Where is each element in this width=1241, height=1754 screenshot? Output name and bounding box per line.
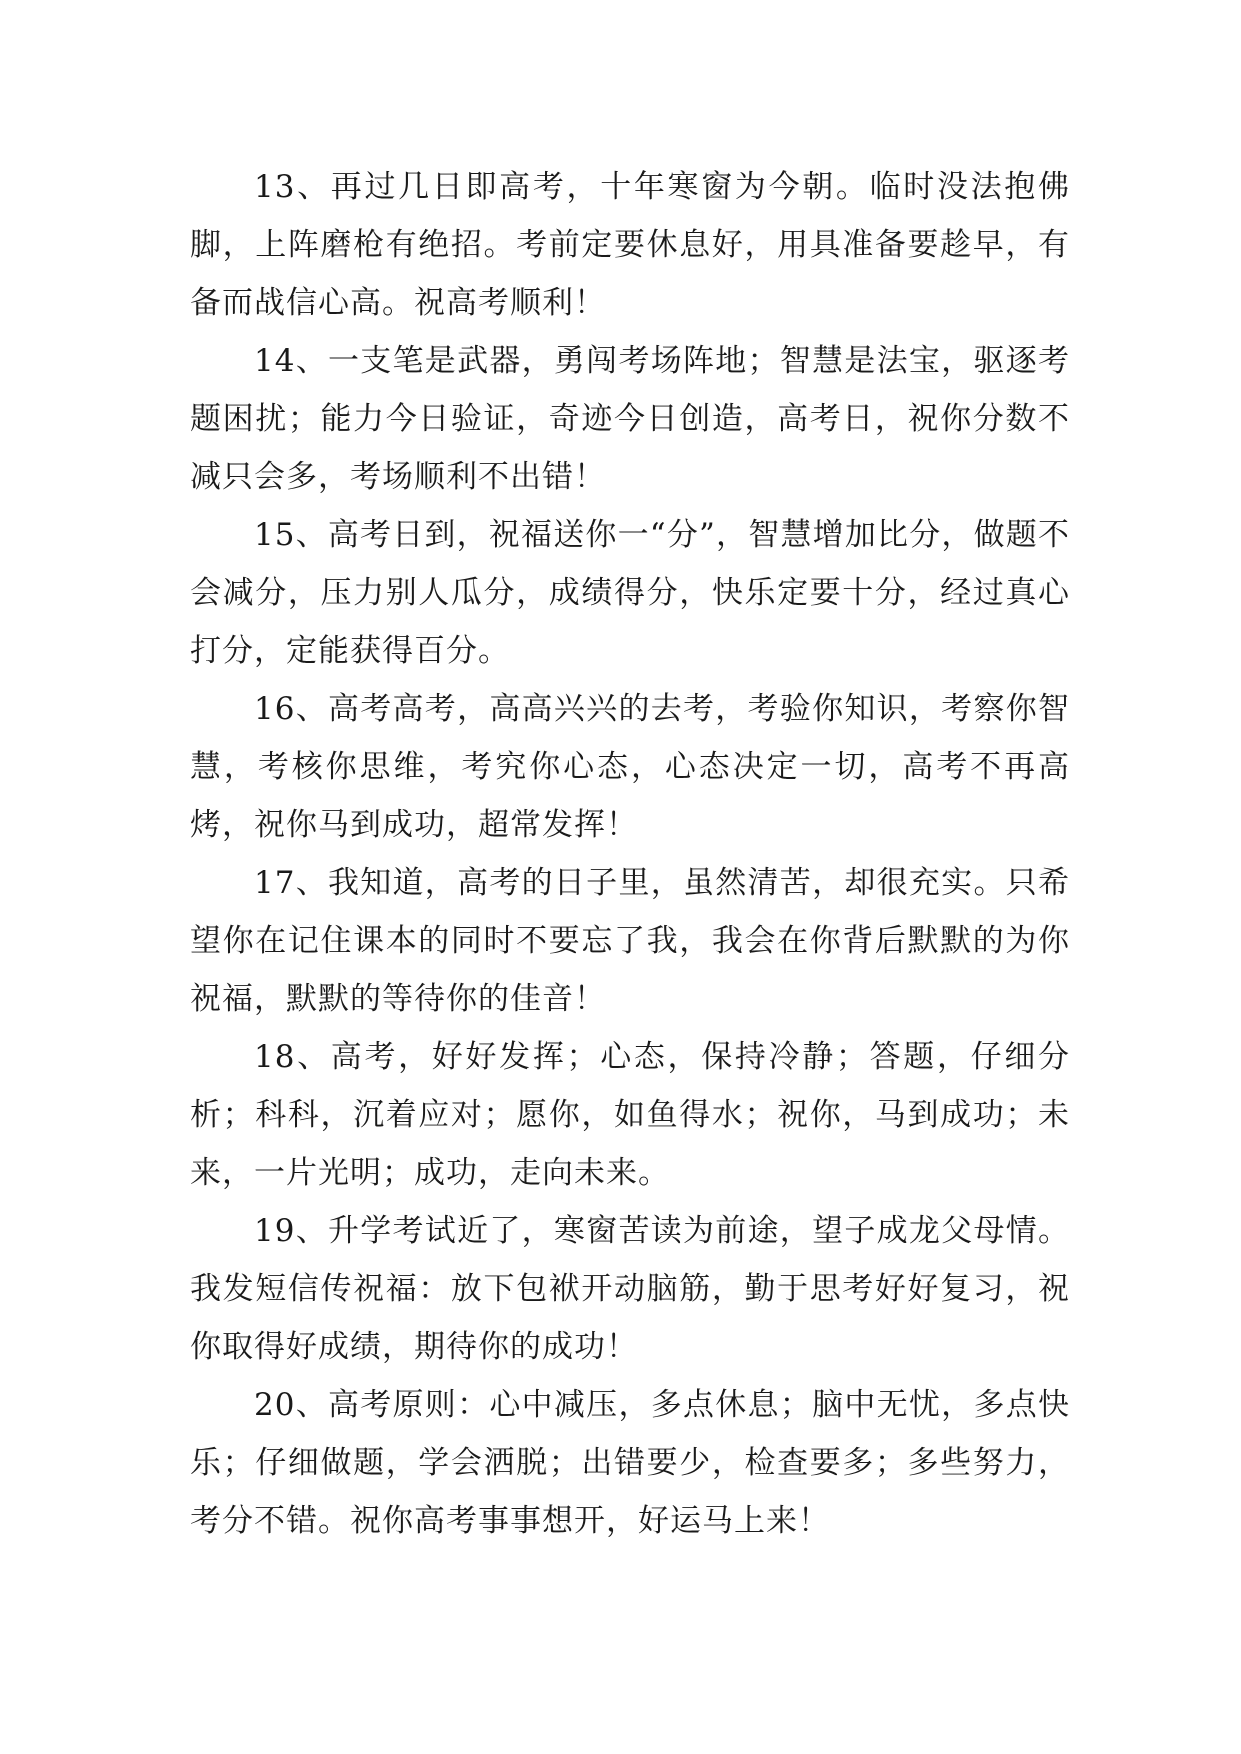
paragraph-18: 18、高考，好好发挥；心态，保持冷静；答题，仔细分析；科科，沉着应对；愿你，如鱼得水；祝你，马到成功；未来，一片光明；成功，走向未来。 xyxy=(190,1039,1070,1191)
paragraph-13: 13、再过几日即高考，十年寒窗为今朝。临时没法抱佛脚，上阵磨枪有绝招。考前定要休息好，用具准备要趁早，有备而战信心高。祝高考顺利！ xyxy=(190,169,1070,321)
paragraph-16: 16、高考高考，高高兴兴的去考，考验你知识，考察你智慧，考核你思维，考究你心态，心态决定一切，高考不再高烤，祝你马到成功，超常发挥！ xyxy=(190,691,1070,843)
paragraph-20: 20、高考原则：心中减压，多点休息；脑中无忧，多点快乐；仔细做题，学会洒脱；出错要少，检查要多；多些努力，考分不错。祝你高考事事想开，好运马上来！ xyxy=(190,1387,1070,1539)
paragraph-15: 15、高考日到，祝福送你一“分”，智慧增加比分，做题不会减分，压力别人瓜分，成绩得分，快乐定要十分，经过真心打分，定能获得百分。 xyxy=(190,517,1070,669)
paragraph-17: 17、我知道，高考的日子里，虽然清苦，却很充实。只希望你在记住课本的同时不要忘了我，我会在你背后默默的为你祝福，默默的等待你的佳音！ xyxy=(190,865,1070,1017)
paragraph-14: 14、一支笔是武器，勇闯考场阵地；智慧是法宝，驱逐考题困扰；能力今日验证，奇迹今日创造，高考日，祝你分数不减只会多，考场顺利不出错！ xyxy=(190,343,1070,495)
document-body xyxy=(190,158,1070,1550)
paragraph-19: 19、升学考试近了，寒窗苦读为前途，望子成龙父母情。我发短信传祝福：放下包袱开动脑筋，勤于思考好好复习，祝你取得好成绩，期待你的成功！ xyxy=(190,1213,1070,1365)
